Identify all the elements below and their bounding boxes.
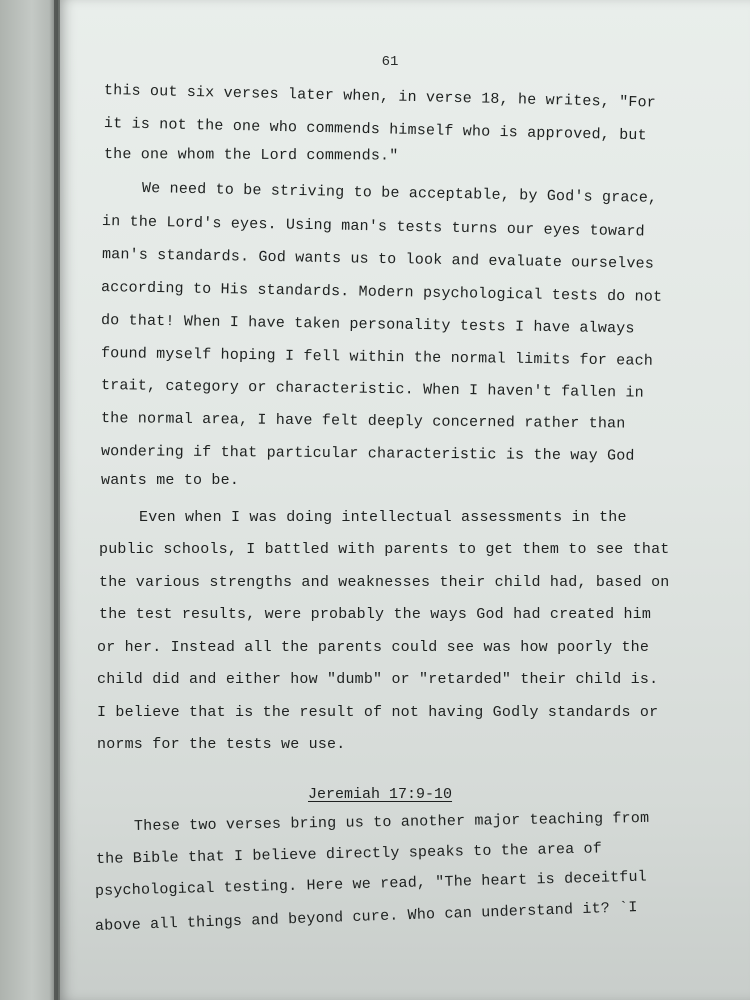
text-line: These two verses bring us to another major teaching from — [133, 809, 650, 835]
book-page — [60, 0, 750, 1000]
section-heading: Jeremiah 17:9-10 — [308, 786, 453, 803]
text-line: it is not the one who commends himself who is approved, but — [103, 115, 647, 145]
text-line: child did and either how "dumb" or "retarded" their child is. — [97, 671, 659, 688]
facing-page-edge — [0, 0, 58, 1000]
text-line: do that! When I have taken personality tests I have always — [100, 312, 635, 338]
text-line: or her. Instead all the parents could see was how poorly the — [97, 639, 650, 656]
page-number: 61 — [381, 54, 399, 70]
text-line: Even when I was doing intellectual assessments in the — [139, 509, 627, 526]
text-line: wants me to be. — [101, 472, 240, 489]
text-line: norms for the tests we use. — [97, 736, 346, 753]
text-line: public schools, I battled with parents to get them to see that — [99, 541, 670, 558]
text-line: this out six verses later when, in verse 18, he writes, "For — [103, 82, 657, 112]
text-line: wondering if that particular characteristic is the way God — [100, 443, 635, 465]
text-line: I believe that is the result of not having Godly standards or — [97, 704, 659, 721]
text-line: according to His standards. Modern psychological tests do not — [100, 279, 663, 306]
text-line: the test results, were probably the ways God had created him — [99, 606, 652, 623]
text-line: above all things and beyond cure. Who can understand it? `I — [94, 899, 638, 935]
text-line: the various strengths and weaknesses their child had, based on — [99, 574, 670, 591]
text-line: found myself hoping I fell within the normal limits for each — [100, 345, 654, 370]
text-line: the normal area, I have felt deeply concerned rather than — [100, 410, 626, 433]
text-line: trait, category or characteristic. When I haven't fallen in — [100, 377, 644, 402]
text-line: psychological testing. Here we read, "The heart is deceitful — [94, 868, 648, 900]
text-line: the Bible that I believe directly speaks to the area of — [95, 840, 603, 868]
text-line: We need to be striving to be acceptable, by God's grace, — [141, 180, 658, 207]
text-line: the one whom the Lord commends." — [103, 146, 399, 165]
text-line: man's standards. God wants us to look and evaluate ourselves — [101, 246, 655, 273]
text-line: in the Lord's eyes. Using man's tests turns our eyes toward — [101, 213, 645, 241]
